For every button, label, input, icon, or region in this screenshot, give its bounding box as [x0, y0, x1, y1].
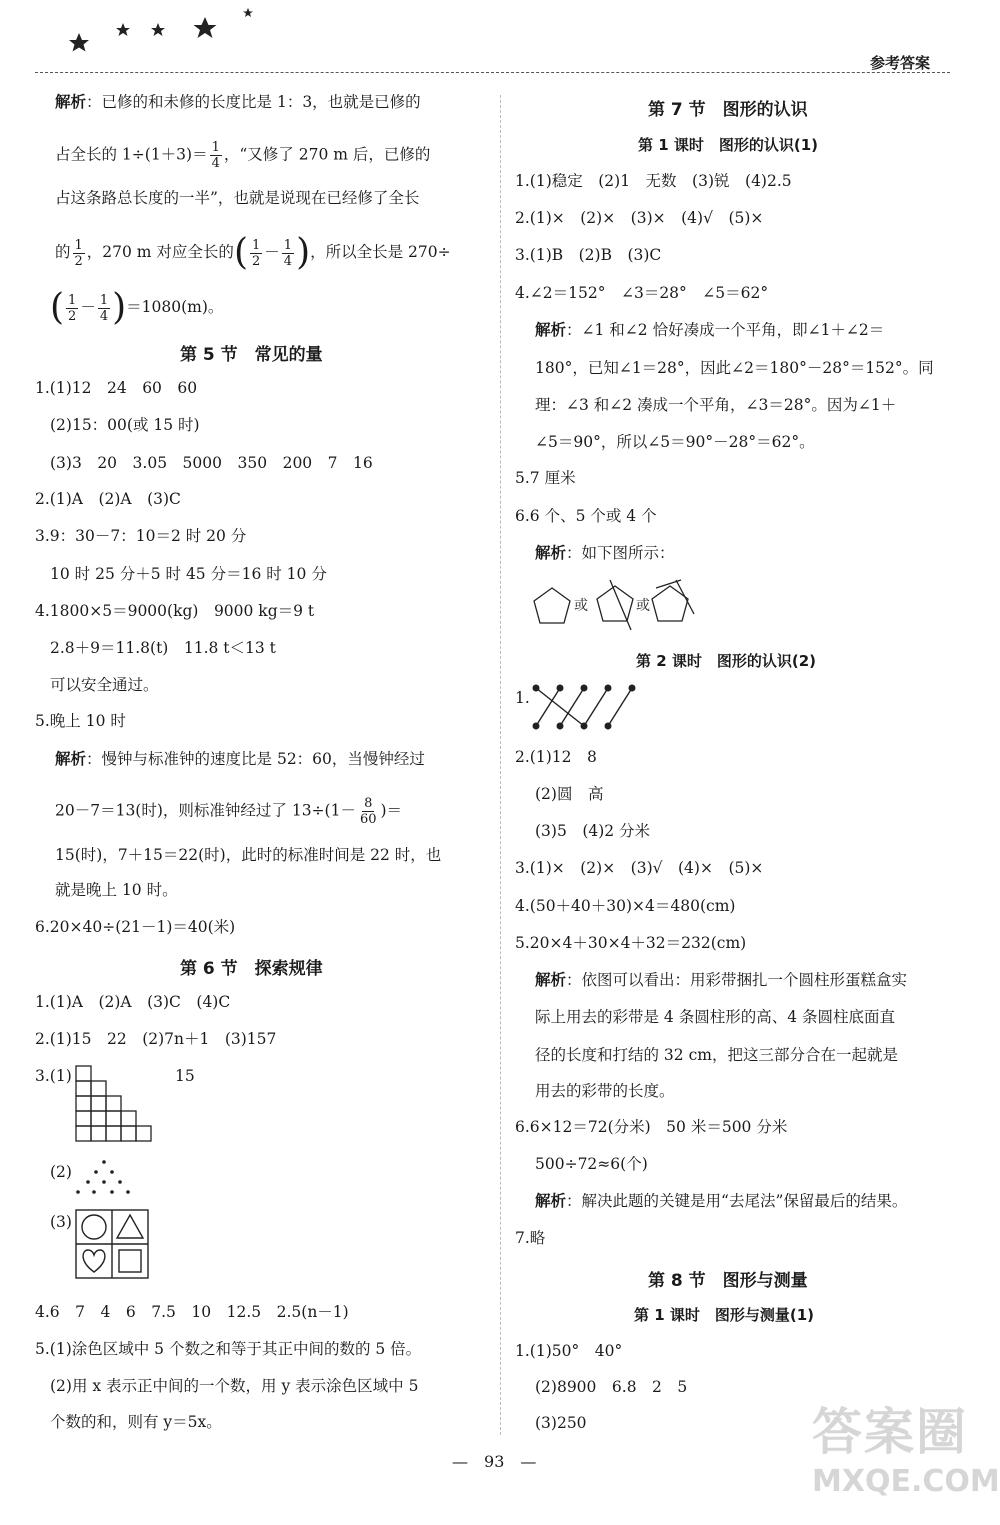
- or-label: 或: [636, 598, 650, 614]
- answer-line: (2)15：00(或 15 时): [50, 416, 200, 434]
- header-decoration: [65, 5, 265, 53]
- answer-line: 5.20×4＋30×4＋32＝232(cm): [515, 934, 747, 952]
- column-divider: [500, 95, 501, 1435]
- matching-lines-figure: [528, 682, 638, 730]
- analysis-line: 解析：解决此题的关键是用“去尾法”保留最后的结果。: [535, 1192, 908, 1210]
- star-icon: [116, 23, 130, 36]
- answer-line: (2): [50, 1163, 72, 1181]
- answer-line: 1.(1)50° 40°: [515, 1342, 623, 1360]
- star-icon: [69, 33, 89, 52]
- analysis-line: 用去的彩带的长度。: [535, 1082, 675, 1100]
- analysis-line: 解析：如下图所示：: [535, 544, 675, 562]
- analysis-line: ∠5＝90°，所以∠5＝90°－28°＝62°。: [535, 433, 815, 451]
- answer-line: 6.6 个、5 个或 4 个: [515, 507, 657, 525]
- answer-line: 1.(1)稳定 (2)1 无数 (3)锐 (4)2.5: [515, 172, 792, 190]
- analysis-line: 15(时)，7＋15＝22(时)，此时的标准时间是 22 时，也: [55, 846, 442, 864]
- answer-line: 7.略: [515, 1229, 546, 1247]
- or-label: 或: [574, 598, 588, 614]
- answer-line: (2)8900 6.8 2 5: [535, 1378, 688, 1396]
- section-title: 第 6 节 探索规律: [180, 959, 323, 979]
- answer-line: (2)圆 高: [535, 785, 604, 803]
- answer-line: 3.9：30－7：10＝2 时 20 分: [35, 527, 247, 545]
- page-number: — 93 —: [452, 1452, 537, 1471]
- watermark-text: 答案圈: [812, 1403, 968, 1461]
- answer-line: 2.(1)12 8: [515, 748, 597, 766]
- answer-line: (2)用 x 表示正中间的一个数，用 y 表示涂色区域中 5: [50, 1377, 419, 1395]
- answer-line: 6.6×12＝72(分米) 50 米＝500 分米: [515, 1118, 788, 1136]
- answer-line: 3.(1): [35, 1067, 72, 1085]
- star-icon: [151, 23, 165, 36]
- answer-line: (3)250: [535, 1414, 587, 1432]
- answer-line: 3.(1)× (2)× (3)√ (4)× (5)×: [515, 859, 764, 877]
- answer-line: 个数的和，则有 y＝5x。: [50, 1413, 222, 1431]
- answer-line: 2.(1)A (2)A (3)C: [35, 490, 181, 508]
- pentagon-cut-figure: [530, 578, 705, 636]
- star-icon: [194, 17, 217, 38]
- analysis-line: 180°，已知∠1＝28°，因此∠2＝180°－28°＝152°。同: [535, 359, 934, 377]
- watermark-url: MXQE.COM: [812, 1464, 1000, 1499]
- answer-line: 5.7 厘米: [515, 469, 576, 487]
- analysis-line: 际上用去的彩带是 4 条圆柱形的高、4 条圆柱底面直: [535, 1008, 896, 1026]
- answer-line: 1.(1)A (2)A (3)C (4)C: [35, 993, 231, 1011]
- answer-line: 2.(1)× (2)× (3)× (4)√ (5)×: [515, 209, 764, 227]
- answer-line: 4.∠2＝152° ∠3＝28° ∠5＝62°: [515, 284, 769, 302]
- star-icon: [243, 8, 253, 17]
- answer-line: 6.20×40÷(21－1)＝40(米): [35, 918, 236, 936]
- section-title: 第 7 节 图形的认识: [648, 100, 808, 120]
- shapes-grid-figure: [74, 1208, 152, 1282]
- staircase-grid-figure: [74, 1064, 159, 1144]
- lesson-title: 第 2 课时 图形的认识(2): [636, 652, 817, 670]
- watermark: [812, 1400, 1000, 1515]
- lesson-title: 第 1 课时 图形与测量(1): [634, 1306, 815, 1324]
- heart-icon: [83, 1250, 105, 1272]
- analysis-line: 占这条路总长度的一半”，也就是说现在已经修了全长: [55, 189, 420, 207]
- analysis-line: 理：∠3 和∠2 凑成一个平角，∠3＝28°。因为∠1＋: [535, 396, 897, 414]
- answer-value: 15: [175, 1067, 195, 1085]
- answer-line: 10 时 25 分＋5 时 45 分＝16 时 10 分: [50, 565, 327, 583]
- dot-triangle-figure: [70, 1158, 140, 1198]
- answer-line: (3): [50, 1213, 72, 1231]
- analysis-line: 径的长度和打结的 32 cm，把这三部分合在一起就是: [535, 1046, 898, 1064]
- answer-line: 2.8＋9＝11.8(t) 11.8 t＜13 t: [50, 639, 276, 657]
- analysis-line: 解析：∠1 和∠2 恰好凑成一个平角，即∠1＋∠2＝: [535, 321, 885, 339]
- square-icon: [119, 1250, 141, 1272]
- answer-line: 500÷72≈6(个): [535, 1155, 648, 1173]
- header-title: 参考答案: [870, 54, 931, 72]
- circle-icon: [82, 1215, 106, 1239]
- answer-line: (3)3 20 3.05 5000 350 200 7 16: [50, 454, 373, 472]
- answer-line: 5.(1)涂色区域中 5 个数之和等于其正中间的数的 5 倍。: [35, 1340, 422, 1358]
- answer-line: 4.(50＋40＋30)×4＝480(cm): [515, 897, 736, 915]
- triangle-icon: [117, 1215, 143, 1238]
- answer-line: (3)5 (4)2 分米: [535, 822, 651, 840]
- analysis-line: ( $\frac{1}{2}$ － $\frac{1}{4}$ )＝1080(m)。: [50, 287, 224, 328]
- answer-line: 1.(1)12 24 60 60: [35, 379, 198, 397]
- analysis-line: 解析：已修的和未修的长度比是 1：3，也就是已修的: [55, 93, 421, 111]
- analysis-line: 的 $\frac{1}{2}$ ，270 m 对应全长的( $\frac{1}{2}$ － $\frac{1}{4}$ )，所以全长是 270÷: [55, 232, 451, 273]
- answer-line: 1.: [515, 689, 530, 707]
- answer-line: 4.6 7 4 6 7.5 10 12.5 2.5(n－1): [35, 1303, 349, 1321]
- header-divider: [35, 72, 950, 73]
- analysis-line: 20－7＝13(时)，则标准钟经过了 13÷(1－ $\frac{8}{60}$ )＝: [55, 796, 403, 827]
- answer-line: 3.(1)B (2)B (3)C: [515, 246, 662, 264]
- answer-line: 4.1800×5＝9000(kg) 9000 kg＝9 t: [35, 602, 315, 620]
- answer-line: 5.晚上 10 时: [35, 712, 126, 730]
- analysis-line: 解析：依图可以看出：用彩带捆扎一个圆柱形蛋糕盒实: [535, 971, 908, 989]
- lesson-title: 第 1 课时 图形的认识(1): [638, 136, 819, 154]
- answer-line: 可以安全通过。: [50, 676, 159, 694]
- analysis-line: 解析：慢钟与标准钟的速度比是 52：60，当慢钟经过: [55, 750, 425, 768]
- section-title: 第 5 节 常见的量: [180, 345, 323, 365]
- analysis-line: 就是晚上 10 时。: [55, 881, 178, 899]
- section-title: 第 8 节 图形与测量: [648, 1271, 808, 1291]
- answer-line: 2.(1)15 22 (2)7n＋1 (3)157: [35, 1030, 277, 1048]
- analysis-line: 占全长的 1÷(1＋3)＝ $\frac{1}{4}$ ，“又修了 270 m 后，已修的: [55, 140, 431, 171]
